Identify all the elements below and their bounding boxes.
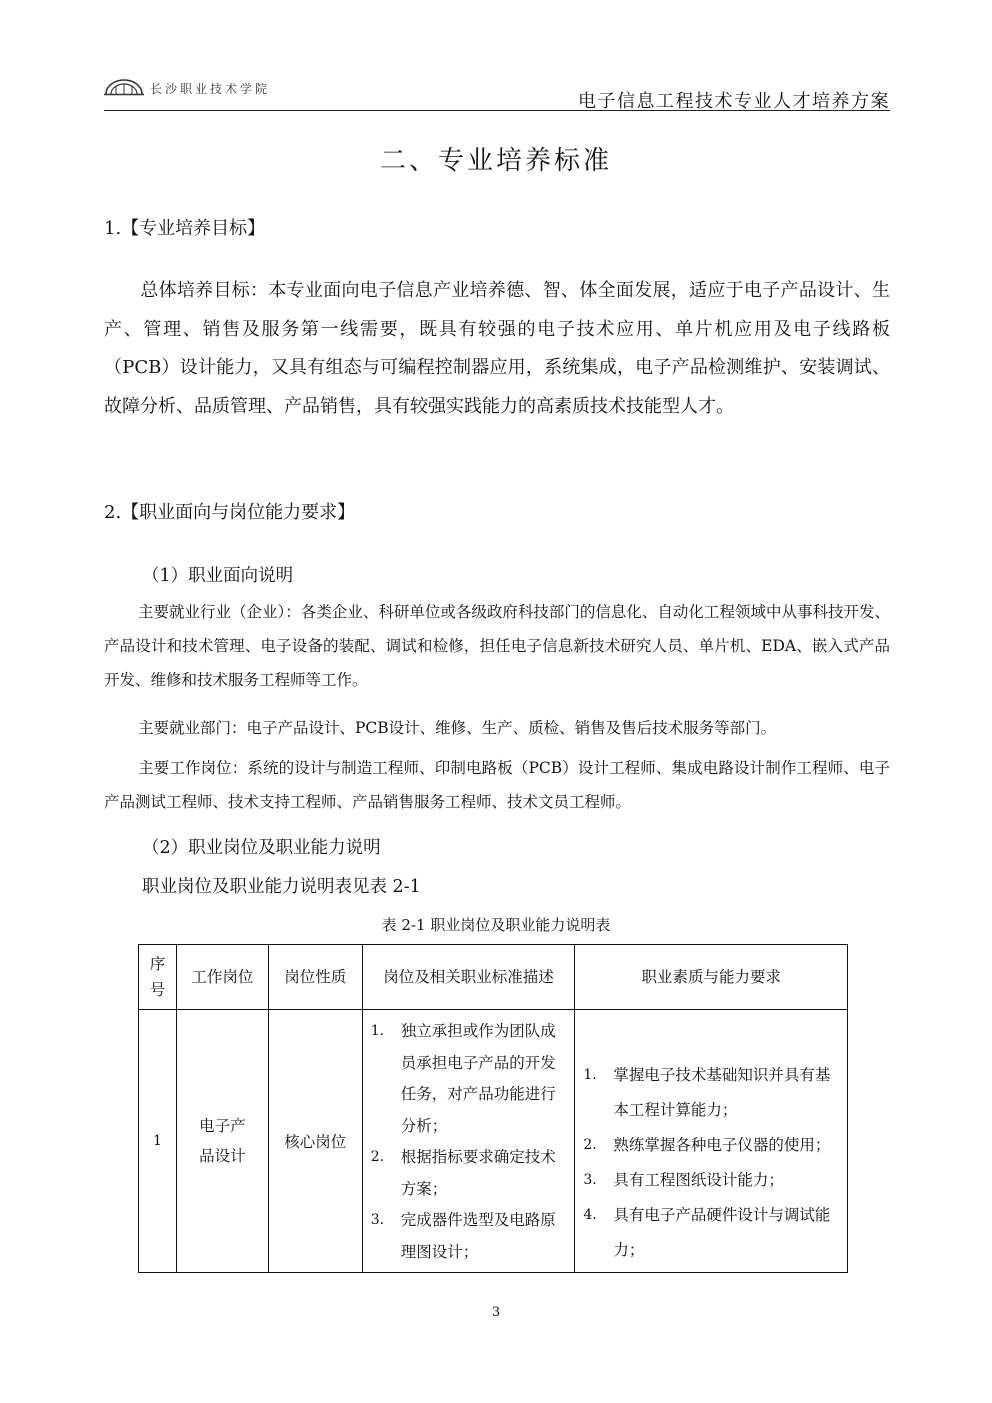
header-cell: 岗位及相关职业标准描述	[362, 945, 575, 1010]
requirement-cell	[575, 1010, 848, 1273]
subheading-career-ability: （2）职业岗位及职业能力说明	[142, 838, 381, 858]
list-item: 2. 根据指标要求确定技术方案；	[370, 1148, 556, 1198]
header-cell: 岗位性质	[268, 945, 362, 1010]
post-text: 主要工作岗位：系统的设计与制造工程师、印制电路板（PCB）设计工程师、集成电路设计制作工程师、电子产品测试工程师、技术支持工程师、产品销售服务工程师、技术文员工程师。	[104, 759, 890, 811]
industry-paragraph	[104, 595, 890, 697]
nature-cell: 核心岗位	[268, 1010, 362, 1273]
table-row	[139, 1010, 848, 1273]
post-cell: 电子产品设计	[176, 1010, 268, 1273]
list-item: 1. 独立承担或作为团队成员承担电子产品的开发任务，对产品功能进行分析；	[370, 1022, 556, 1135]
header-title: 电子信息工程技术专业人才培养方案	[578, 91, 890, 112]
training-goal-paragraph	[104, 272, 890, 426]
table-reference-text: 职业岗位及职业能力说明表见表 2-1	[142, 877, 421, 897]
industry-text: 主要就业行业（企业）：各类企业、科研单位或各级政府科技部门的信息化、自动化工程领域中从事科技开发、产品设计和技术管理、电子设备的装配、调试和检修，担任电子信息新技术研究人员、单片机、EDA、嵌入式产品开发、维修和技术服务工程师等工作。	[104, 603, 890, 689]
list-item: 1. 掌握电子技术基础知识并具有基本工程计算能力；	[583, 1066, 831, 1119]
department-text: 主要就业部门：电子产品设计、PCB设计、维修、生产、质检、销售及售后技术服务等部门。	[138, 719, 777, 737]
subheading-career-orientation: （1）职业面向说明	[142, 566, 294, 586]
department-paragraph	[104, 711, 890, 745]
description-cell	[362, 1010, 575, 1273]
table-caption: 表 2-1 职业岗位及职业能力说明表	[381, 916, 611, 934]
page-number: 3	[491, 1305, 501, 1320]
table-header-row	[139, 945, 848, 1010]
page-header	[104, 70, 890, 111]
header-cell: 工作岗位	[176, 945, 268, 1010]
school-logo-icon	[104, 76, 144, 96]
row-number-cell: 1	[139, 1010, 177, 1273]
career-ability-table	[138, 944, 848, 1273]
description-list	[371, 1016, 567, 1268]
list-item: 2. 熟练掌握各种电子仪器的使用；	[583, 1136, 831, 1154]
requirement-list	[583, 1058, 839, 1268]
section-heading-career: 2.【职业面向与岗位能力要求】	[104, 502, 356, 523]
header-cell: 序号	[139, 945, 177, 1010]
list-item: 4. 具有电子产品硬件设计与调试能力；	[583, 1206, 831, 1259]
section-heading-training-goal: 1.【专业培养目标】	[104, 218, 266, 239]
training-goal-text: 总体培养目标：本专业面向电子信息产业培养德、智、体全面发展，适应于电子产品设计、生产、管理、销售及服务第一线需要，既具有较强的电子技术应用、单片机应用及电子线路板（PCB）设计能力，又具有组态与可编程控制器应用，系统集成，电子产品检测维护、安装调试、故障分析、品质管理、产品销售，具有较强实践能力的高素质技术技能型人才。	[104, 280, 890, 417]
page-title: 二、专业培养标准	[379, 146, 612, 176]
header-cell: 职业素质与能力要求	[575, 945, 848, 1010]
header-logo-text: 长沙职业技术学院	[150, 82, 271, 94]
post-paragraph	[104, 751, 890, 819]
list-item: 3. 具有工程图纸设计能力；	[583, 1171, 784, 1189]
list-item: 3. 完成器件选型及电路原理图设计；	[370, 1211, 556, 1261]
